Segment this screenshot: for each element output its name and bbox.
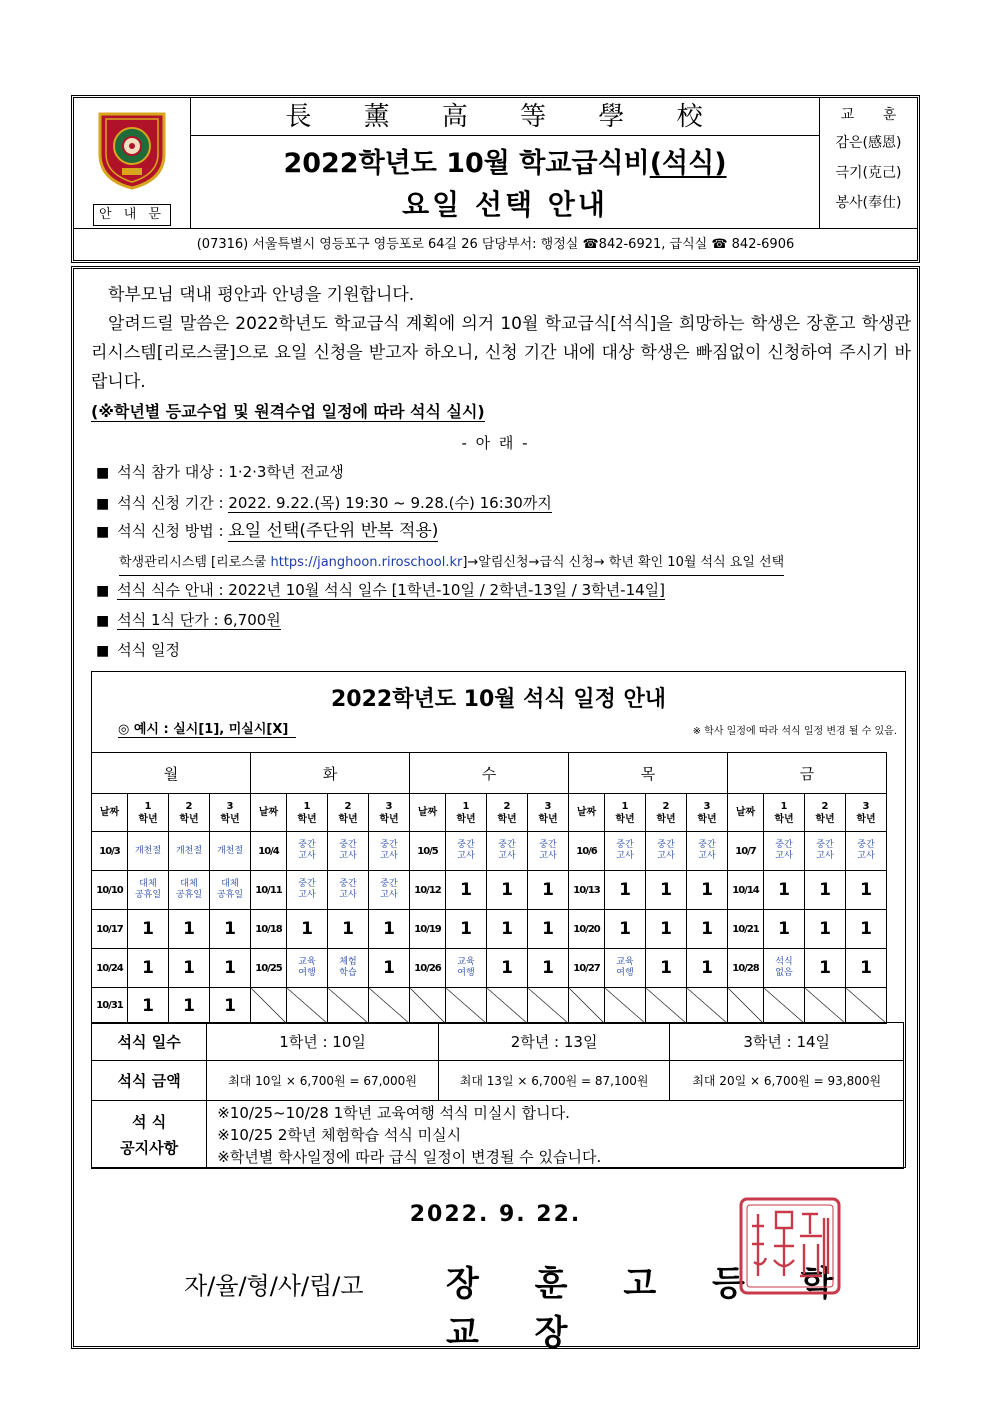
- meal-cell: 석식 없음: [764, 949, 805, 988]
- meal-days-label: 석식 일수: [92, 1023, 207, 1061]
- school-motto: [819, 98, 917, 228]
- day-header: 화: [251, 753, 410, 794]
- title-line-2: 요일 선택 안내: [402, 188, 608, 221]
- motto-item: 봉사(奉仕): [835, 195, 902, 211]
- meal-cell: 1: [605, 910, 646, 949]
- meal-cell: 1: [487, 871, 528, 910]
- meal-cell: 중간 고사: [528, 832, 569, 871]
- meal-cell: 중간 고사: [369, 871, 410, 910]
- meal-cell: 1: [446, 910, 487, 949]
- official-seal-icon: [738, 1196, 842, 1296]
- grade-header: 1 학년: [128, 794, 169, 832]
- date-cell: 10/28: [728, 949, 764, 988]
- meal-cell: 중간 고사: [805, 832, 846, 871]
- method-detail: [119, 551, 784, 576]
- item-target: [96, 460, 344, 485]
- empty-cell: [805, 988, 846, 1024]
- meal-cell: 개천절: [210, 832, 251, 871]
- date-header: 날짜: [410, 794, 446, 832]
- meal-cell: 1: [528, 871, 569, 910]
- meal-cell: 중간 고사: [846, 832, 887, 871]
- meal-cell: 중간 고사: [687, 832, 728, 871]
- grade-header: 1 학년: [764, 794, 805, 832]
- item-value: 요일 선택(주단위 반복 적용): [228, 521, 439, 541]
- title-underlined: (석식): [649, 148, 727, 179]
- date-cell: 10/24: [92, 949, 128, 988]
- meal-cell: 중간 고사: [287, 871, 328, 910]
- meal-cell: 1: [128, 988, 169, 1024]
- meal-cell: 1: [805, 910, 846, 949]
- notice-list: [207, 1101, 904, 1169]
- meal-cell: 1: [128, 910, 169, 949]
- meal-cell: 1: [764, 910, 805, 949]
- notice-label-1: 석 식: [132, 1112, 167, 1131]
- bullet-icon: ■: [96, 496, 110, 512]
- meal-cell: 1: [805, 949, 846, 988]
- grade-header: 3 학년: [687, 794, 728, 832]
- meal-amount-grade3: 최대 20일 × 6,700원 = 93,800원: [670, 1061, 904, 1101]
- meal-cell: 1: [846, 871, 887, 910]
- notice-label: [92, 1101, 207, 1169]
- empty-cell: [764, 988, 805, 1024]
- meal-days-grade1: 1학년 : 10일: [207, 1023, 439, 1061]
- meal-cell: 1: [210, 910, 251, 949]
- meal-cell: 1: [805, 871, 846, 910]
- grade-header: 1 학년: [446, 794, 487, 832]
- bullet-icon: ■: [96, 643, 110, 659]
- meal-cell: 1: [528, 949, 569, 988]
- riroschool-link[interactable]: https://janghoon.riroschool.kr: [270, 555, 463, 570]
- motto-item: 극기(克己): [835, 165, 902, 181]
- meal-cell: 1: [210, 949, 251, 988]
- grade-header: 2 학년: [169, 794, 210, 832]
- schedule-notice: ※ 학사 일정에 따라 석식 일정 변경 될 수 있음.: [692, 726, 897, 737]
- meal-cell: 중간 고사: [369, 832, 410, 871]
- empty-cell: [369, 988, 410, 1024]
- item-text: 석식 식수 안내 : 2022년 10월 석식 일수 [1학년-10일 / 2학년-13일 / 3학년-14일]: [117, 581, 665, 599]
- bullet-icon: ■: [96, 583, 110, 599]
- date-header: 날짜: [92, 794, 128, 832]
- meal-cell: 1: [487, 910, 528, 949]
- item-method: [96, 519, 438, 544]
- empty-cell: [410, 988, 446, 1024]
- date-cell: 10/13: [569, 871, 605, 910]
- day-header: 월: [92, 753, 251, 794]
- meal-cell: 중간 고사: [487, 832, 528, 871]
- section-divider: - 아 래 -: [461, 434, 530, 452]
- meal-cell: 1: [764, 871, 805, 910]
- title-prefix: 2022학년도 10월 학교급식비: [283, 148, 650, 179]
- empty-cell: [605, 988, 646, 1024]
- item-text: 석식 일정: [117, 641, 180, 659]
- item-label: 석식 참가 대상 :: [117, 463, 229, 481]
- grade-header: 1 학년: [605, 794, 646, 832]
- empty-cell: [528, 988, 569, 1024]
- meal-cell: 1: [605, 871, 646, 910]
- schedule-summary: [91, 1022, 904, 1169]
- empty-cell: [846, 988, 887, 1024]
- address-line: (07316) 서울특별시 영등포구 영등포로 64길 26 담당부서: 행정실 ☎842-6921, 급식실 ☎ 842-6906: [74, 228, 917, 260]
- date-cell: 10/4: [251, 832, 287, 871]
- empty-cell: [446, 988, 487, 1024]
- meal-cell: 대체 공휴일: [128, 871, 169, 910]
- meal-amount-grade1: 최대 10일 × 6,700원 = 67,000원: [207, 1061, 439, 1101]
- meal-cell: 1: [169, 988, 210, 1024]
- date-cell: 10/14: [728, 871, 764, 910]
- meal-amount-label: 석식 금액: [92, 1061, 207, 1101]
- date-cell: 10/20: [569, 910, 605, 949]
- date-cell: 10/19: [410, 910, 446, 949]
- item-label: 석식 신청 방법 :: [117, 522, 229, 540]
- meal-cell: 중간 고사: [328, 871, 369, 910]
- meal-cell: 1: [646, 949, 687, 988]
- meal-cell: 1: [328, 910, 369, 949]
- meal-cell: 1: [287, 910, 328, 949]
- issue-date: 2022. 9. 22.: [409, 1202, 582, 1227]
- meal-cell: 1: [369, 949, 410, 988]
- item-period: [96, 491, 552, 516]
- date-cell: 10/17: [92, 910, 128, 949]
- item-label: 석식 신청 기간 :: [117, 494, 229, 512]
- document-type-label: 안 내 문: [93, 204, 171, 226]
- meal-cell: 교육 여행: [287, 949, 328, 988]
- meal-days-grade2: 2학년 : 13일: [438, 1023, 670, 1061]
- day-header: 수: [410, 753, 569, 794]
- date-cell: 10/21: [728, 910, 764, 949]
- date-header: 날짜: [728, 794, 764, 832]
- date-cell: 10/11: [251, 871, 287, 910]
- motto-item: 감은(感恩): [835, 135, 902, 151]
- meal-cell: 1: [128, 949, 169, 988]
- meal-cell: 1: [369, 910, 410, 949]
- meal-cell: 개천절: [169, 832, 210, 871]
- date-cell: 10/5: [410, 832, 446, 871]
- item-price: [96, 608, 281, 633]
- item-schedule: [96, 638, 180, 663]
- main-paragraph: [91, 310, 911, 397]
- date-cell: 10/27: [569, 949, 605, 988]
- meal-cell: 교육 여행: [605, 949, 646, 988]
- notice-label-2: 공지사항: [120, 1138, 179, 1157]
- bullet-icon: ■: [96, 524, 110, 540]
- date-cell: 10/31: [92, 988, 128, 1024]
- meal-cell: 1: [169, 949, 210, 988]
- day-header: 목: [569, 753, 728, 794]
- meal-cell: 대체 공휴일: [169, 871, 210, 910]
- meal-cell: 1: [646, 871, 687, 910]
- principal-name: 장 훈 고 등 학 교 장: [446, 1264, 856, 1353]
- meal-amount-grade2: 최대 13일 × 6,700원 = 87,100원: [438, 1061, 670, 1101]
- bullet-icon: ■: [96, 613, 110, 629]
- day-header: 금: [728, 753, 887, 794]
- grade-header: 3 학년: [210, 794, 251, 832]
- empty-cell: [287, 988, 328, 1024]
- meal-cell: 1: [487, 949, 528, 988]
- date-cell: 10/26: [410, 949, 446, 988]
- notice-item: ※10/25~10/28 1학년 교육여행 석식 미실시 합니다.: [217, 1103, 570, 1122]
- schedule-calendar: [91, 752, 887, 1024]
- document-header: [71, 95, 920, 263]
- date-cell: 10/3: [92, 832, 128, 871]
- empty-cell: [487, 988, 528, 1024]
- legend: [118, 718, 296, 737]
- detail-text: 학생관리시스템 [리로스쿨: [119, 555, 271, 570]
- meal-cell: 1: [528, 910, 569, 949]
- meal-days-grade3: 3학년 : 14일: [670, 1023, 904, 1061]
- school-name: 長 薰 高 等 學 校: [191, 98, 819, 136]
- date-cell: 10/18: [251, 910, 287, 949]
- item-count: [96, 578, 665, 603]
- grade-header: 1 학년: [287, 794, 328, 832]
- schedule-box: [91, 671, 906, 1168]
- empty-cell: [328, 988, 369, 1024]
- meal-cell: 1: [687, 949, 728, 988]
- item-text: 석식 1식 단가 : 6,700원: [117, 611, 281, 629]
- empty-cell: [646, 988, 687, 1024]
- item-value: 1·2·3학년 전교생: [228, 463, 344, 481]
- date-cell: 10/6: [569, 832, 605, 871]
- meal-cell: 중간 고사: [646, 832, 687, 871]
- grade-header: 3 학년: [369, 794, 410, 832]
- notice-item: ※10/25 2학년 체험학습 석식 미실시: [217, 1125, 462, 1144]
- schedule-title: 2022학년도 10월 석식 일정 안내: [330, 687, 666, 712]
- school-slogan: 자/율/형/사/립/고: [184, 1272, 364, 1300]
- meal-cell: 중간 고사: [287, 832, 328, 871]
- motto-title: 교 훈: [840, 107, 909, 123]
- date-cell: 10/7: [728, 832, 764, 871]
- meal-cell: 1: [846, 949, 887, 988]
- grade-header: 3 학년: [528, 794, 569, 832]
- empty-cell: [687, 988, 728, 1024]
- document-title: [191, 138, 819, 226]
- note-text: (※학년별 등교수업 및 원격수업 일정에 따라 석식 실시): [91, 402, 485, 421]
- date-cell: 10/12: [410, 871, 446, 910]
- meal-cell: 1: [646, 910, 687, 949]
- meal-cell: 1: [446, 871, 487, 910]
- date-header: 날짜: [251, 794, 287, 832]
- meal-cell: 중간 고사: [328, 832, 369, 871]
- empty-cell: [569, 988, 605, 1024]
- note-line: [91, 397, 911, 426]
- grade-header: 2 학년: [328, 794, 369, 832]
- meal-cell: 대체 공휴일: [210, 871, 251, 910]
- school-emblem-icon: [96, 110, 168, 190]
- greeting: 학부모님 댁내 평안과 안녕을 기원합니다.: [108, 285, 415, 305]
- meal-cell: 1: [210, 988, 251, 1024]
- meal-cell: 중간 고사: [605, 832, 646, 871]
- logo-cell: [74, 98, 191, 228]
- grade-header: 2 학년: [487, 794, 528, 832]
- meal-cell: 1: [687, 871, 728, 910]
- meal-cell: 1: [169, 910, 210, 949]
- detail-text: ]→알림신청→급식 신청→ 학년 확인 10월 석식 요일 선택: [462, 555, 785, 570]
- meal-cell: 교육 여행: [446, 949, 487, 988]
- meal-cell: 체험 학습: [328, 949, 369, 988]
- date-cell: 10/25: [251, 949, 287, 988]
- item-value: 2022. 9.22.(목) 19:30 ~ 9.28.(수) 16:30까지: [228, 494, 552, 512]
- empty-cell: [728, 988, 764, 1024]
- meal-cell: 중간 고사: [764, 832, 805, 871]
- meal-cell: 중간 고사: [446, 832, 487, 871]
- bullet-icon: ■: [96, 465, 110, 481]
- date-cell: 10/10: [92, 871, 128, 910]
- grade-header: 2 학년: [646, 794, 687, 832]
- meal-cell: 1: [687, 910, 728, 949]
- notice-item: ※학년별 학사일정에 따라 급식 일정이 변경될 수 있습니다.: [217, 1147, 602, 1166]
- grade-header: 3 학년: [846, 794, 887, 832]
- meal-cell: 개천절: [128, 832, 169, 871]
- date-header: 날짜: [569, 794, 605, 832]
- main-text: 알려드릴 말씀은 2022학년도 학교급식 계획에 의거 10월 학교급식[석식]을 희망하는 학생은 장훈고 학생관리시스템[리로스쿨]으로 요일 신청을 받고자 하오니, 신청 기간 내에 대상 학생은 빠짐없이 신청하여 주시기 바랍니다.: [91, 314, 911, 392]
- empty-cell: [251, 988, 287, 1024]
- grade-header: 2 학년: [805, 794, 846, 832]
- document-body: [71, 266, 920, 1353]
- legend-text: ◎ 예시 : 실시[1], 미실시[X]: [118, 722, 296, 738]
- meal-cell: 1: [846, 910, 887, 949]
